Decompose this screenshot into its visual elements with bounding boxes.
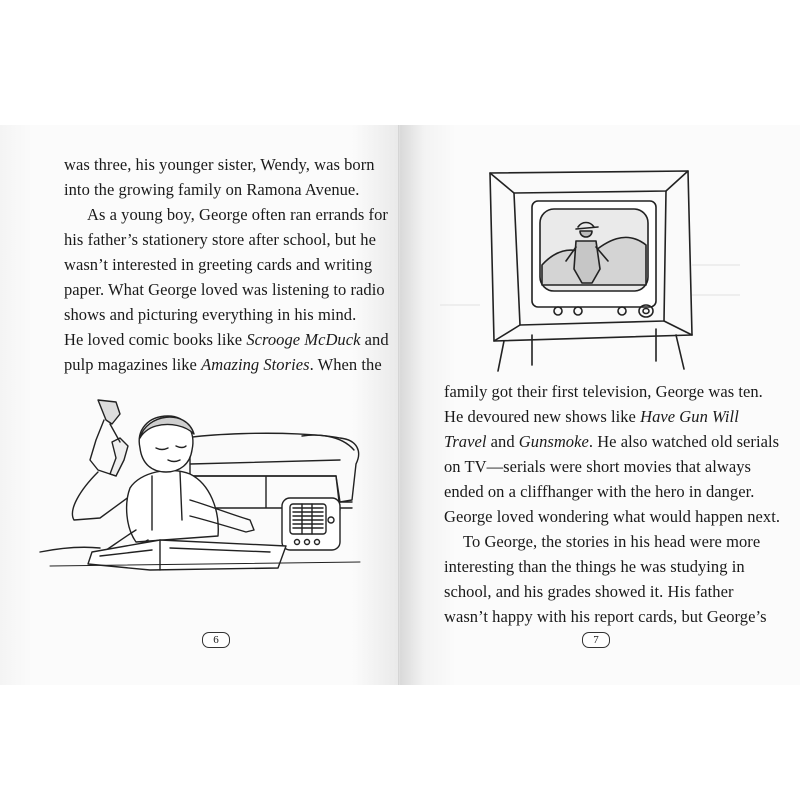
text-line: George loved wondering what would happen next. <box>444 507 781 526</box>
right-page <box>400 125 800 685</box>
text-line: family got their first television, George was ten. <box>444 382 763 401</box>
text-line: wasn’t interested in greeting cards and writing <box>64 255 373 274</box>
text-line: shows and picturing everything in his mind. <box>64 305 357 324</box>
text-line: into the growing family on Ramona Avenue. <box>64 180 360 199</box>
text-line: To George, the stories in his head were more <box>463 532 761 551</box>
vintage-television-illustration <box>480 165 700 375</box>
page-number: 6 <box>202 632 230 648</box>
text-line: paper. What George loved was listening to radio <box>64 280 385 299</box>
text-line: pulp magazines like Amazing Stories. When the <box>64 355 382 374</box>
text-line: He devoured new shows like Have Gun Will <box>444 407 739 426</box>
text-line: He loved comic books like Scrooge McDuck and <box>64 330 389 349</box>
text-line: wasn’t happy with his report cards, but George’s <box>444 607 767 626</box>
text-line: As a young boy, George often ran errands for <box>87 205 388 224</box>
text-line: his father’s stationery store after school, but he <box>64 230 376 249</box>
text-line: interesting than the things he was studying in <box>444 557 745 576</box>
page-number: 7 <box>582 632 610 648</box>
text-line: on TV—serials were short movies that always <box>444 457 752 476</box>
text-line: ended on a cliffhanger with the hero in danger. <box>444 482 755 501</box>
boy-reading-by-radio-illustration <box>40 380 380 580</box>
text-line: school, and his grades showed it. His father <box>444 582 734 601</box>
text-line: was three, his younger sister, Wendy, was born <box>64 155 375 174</box>
left-page <box>0 125 400 685</box>
text-line: Travel and Gunsmoke. He also watched old serials <box>444 432 780 451</box>
book-spread <box>0 125 800 685</box>
